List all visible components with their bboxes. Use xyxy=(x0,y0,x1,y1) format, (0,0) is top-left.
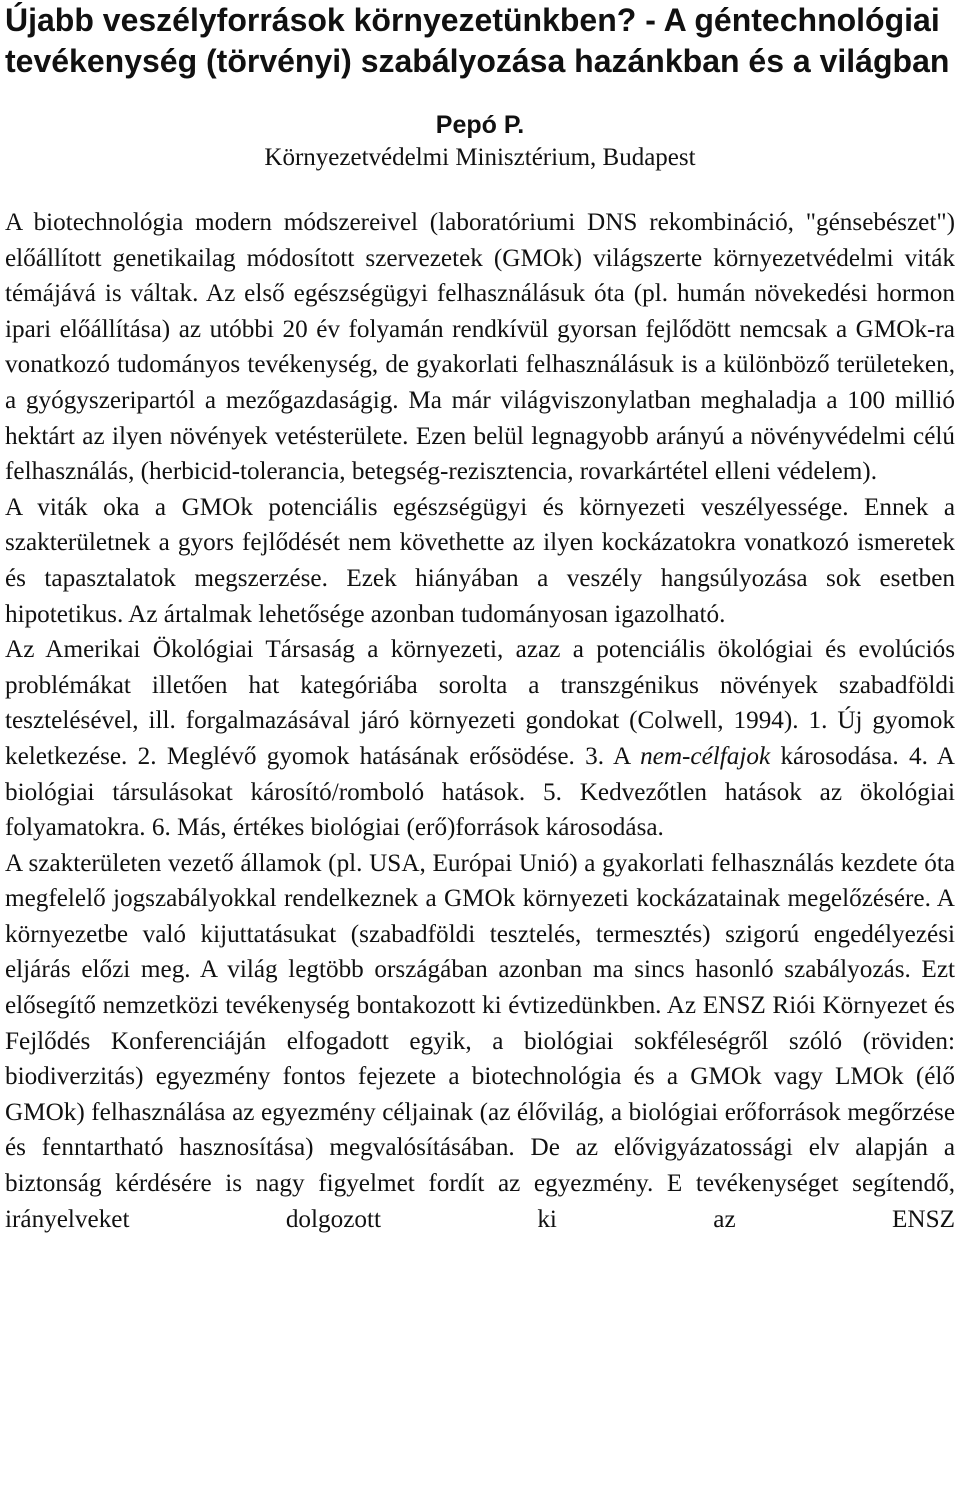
title-line-2: tevékenység (törvényi) szabályozása hazánkban és a világban xyxy=(5,43,950,79)
title-line-1: Újabb veszélyforrások környezetünkben? - A géntechnológiai xyxy=(5,2,940,38)
paragraph-1: A biotechnológia modern módszereivel (laboratóriumi DNS rekombináció, "génsebészet") előállított genetikailag módosított szervezetek (GMOk) világszerte környezetvédelmi viták témájává is váltak. Az első egészségügyi felhasználásuk óta (pl. humán növekedési hormon ipari előállítása) az utóbbi 20 év folyamán rendkívül gyorsan fejlődött nemcsak a GMOk-ra vonatkozó tudományos tevékenység, de gyakorlati felhasználásuk is a különböző területeken, a gyógyszeripartól a mezőgazdaságig. Ma már világviszonylatban meghaladja a 100 millió hektárt az ilyen növények vetésterülete. Ezen belül legnagyobb arányú a növényvédelmi célú felhasználás, (herbicid-tolerancia, betegség-rezisztencia, rovarkártétel elleni védelem). xyxy=(5,209,955,486)
paragraph-3 xyxy=(5,632,955,846)
document-title xyxy=(5,0,955,82)
author-affiliation: Környezetvédelmi Minisztérium, Budapest xyxy=(264,144,696,171)
paragraph-4: A szakterületen vezető államok (pl. USA, Európai Unió) a gyakorlati felhasználás kezdete óta megfelelő jogszabályokkal rendelkeznek a GMOk környezeti kockázatainak megelőzésére. A környezetbe való kijuttatásukat (szabadföldi tesztelés, termesztés) szigorú engedélyezési eljárás előzi meg. A világ legtöbb országában azonban ma sincs hasonló szabályozás. Ezt elősegítő nemzetközi tevékenység bontakozott ki évtizedünkben. Az ENSZ Riói Környezet és Fejlődés Konferenciáján elfogadott egyik, a biológiai sokféleségről szóló (röviden: biodiverzitás) egyezmény fontos fejezete a biotechnológia és a GMOk vagy LMOk (élő GMOk) felhasználása az egyezmény céljainak (az élővilág, a biológiai erőforrások megőrzése és fenntartható hasznosítása) megvalósításában. De az elővigyázatossági elv alapján a biztonság kérdésére is nagy figyelmet fordít az egyezmény. E tevékenységet segítendő, irányelveket dolgozott ki az ENSZ xyxy=(5,849,955,1233)
document-page xyxy=(5,0,955,1237)
paragraph-2: A viták oka a GMOk potenciális egészségügyi és környezeti veszélyessége. Ennek a szakterületnek a gyors fejlődését nem követhette az ilyen kockázatokra vonatkozó ismeretek és tapasztalatok megszerzése. Ezek hiányában a veszély hangsúlyozása sok esetben hipotetikus. Az ártalmak lehetősége azonban tudományosan igazolható. xyxy=(5,493,955,628)
body-text xyxy=(5,205,955,1237)
paragraph-3-end: károsodása. 4. A biológiai társulásokat károsító/romboló hatások. 5. Kedvezőtlen hatások az ökológiai folyamatokra. 6. Más, értékes biológiai (erő)források károsodása. xyxy=(5,742,955,842)
author-name: Pepó P. xyxy=(435,111,525,139)
italic-term: nem-célfajok xyxy=(640,742,771,770)
paragraph-3-start: Az Amerikai Ökológiai Társaság a környezeti, azaz a potenciális ökológiai és evolúciós problémákat illetően hat kategóriába sorolta a transzgénikus növények szabadföldi tesztelésével, ill. forgalmazásával járó környezeti gondokat (Colwell, 1994). 1. Új gyomok keletkezése. 2. Meglévő gyomok hatásának erősödése. 3. A xyxy=(5,636,955,770)
